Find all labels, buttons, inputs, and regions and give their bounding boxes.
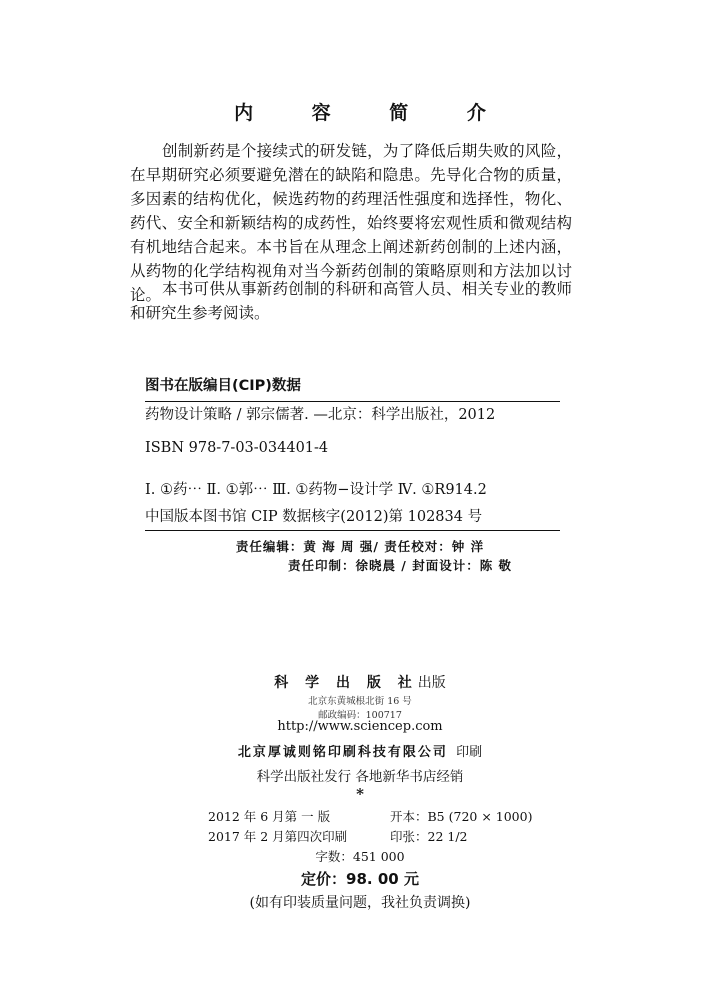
format-info: 开本：B5 (720 × 1000) xyxy=(390,809,533,824)
printer-name: 北京厚诚则铭印刷科技有限公司 xyxy=(237,745,448,760)
printer-line xyxy=(0,741,720,760)
cip-title-line: 药物设计策略 / 郭宗儒著. —北京：科学出版社，2012 xyxy=(145,407,496,423)
production-credits: 责任印制：徐晓晨 / 封面设计：陈 敬 xyxy=(287,558,513,573)
cip-record-number: 中国版本图书馆 CIP 数据核字(2012)第 102834 号 xyxy=(145,505,560,531)
price: 定价：98. 00 元 xyxy=(301,870,419,888)
publisher-url: http://www.sciencep.com xyxy=(277,719,443,734)
publisher-zip: 邮政编码：100717 xyxy=(318,710,402,721)
cip-isbn: ISBN 978-7-03-034401-4 xyxy=(145,440,329,456)
publisher-line xyxy=(0,672,720,692)
sheets-info: 印张：22 1/2 xyxy=(390,829,468,844)
cip-classification: Ⅰ. ①药⋯ Ⅱ. ①郭⋯ Ⅲ. ①药物−设计学 Ⅳ. ①R914.2 xyxy=(145,482,487,498)
edition-info: 2012 年 6 月第 一 版 xyxy=(208,809,331,824)
publisher-address: 北京东黄城根北街 16 号 xyxy=(308,696,412,707)
intro-paragraph-1: 创制新药是个接续式的研发链，为了降低后期失败的风险，在早期研究必须要避免潜在的缺陷和隐患。先导化合物的质量，多因素的结构优化，候选药物的药理活性强度和选择性，物化、药代、安全和新颖结构的成药性，始终要将宏观性质和微观结构有机地结合起来。本书旨在从理念上阐述新药创制的上述内涵，从药物的化学结构视角对当今新药创制的策略原则和方法加以讨论。 xyxy=(130,142,572,304)
quality-notice: (如有印装质量问题，我社负责调换) xyxy=(249,895,471,911)
printing-info: 2017 年 2 月第四次印刷 xyxy=(208,829,348,844)
intro-paragraph-2: 本书可供从事新药创制的科研和高管人员、相关专业的教师和研究生参考阅读。 xyxy=(130,280,572,322)
publisher-suffix: 出版 xyxy=(417,675,446,691)
editor-credits: 责任编辑：黄 海 周 强/ 责任校对：钟 洋 xyxy=(235,539,485,554)
publisher-logo-text: 科 学 出 版 社 xyxy=(274,675,418,691)
word-count: 字数：451 000 xyxy=(315,849,405,864)
distribution-line: 科学出版社发行 各地新华书店经销 xyxy=(256,769,464,785)
cip-header: 图书在版编目(CIP)数据 xyxy=(145,374,560,402)
printer-suffix: 印刷 xyxy=(456,745,483,760)
separator-star: * xyxy=(356,785,364,803)
intro-title: 内 容 简 介 xyxy=(234,102,512,124)
